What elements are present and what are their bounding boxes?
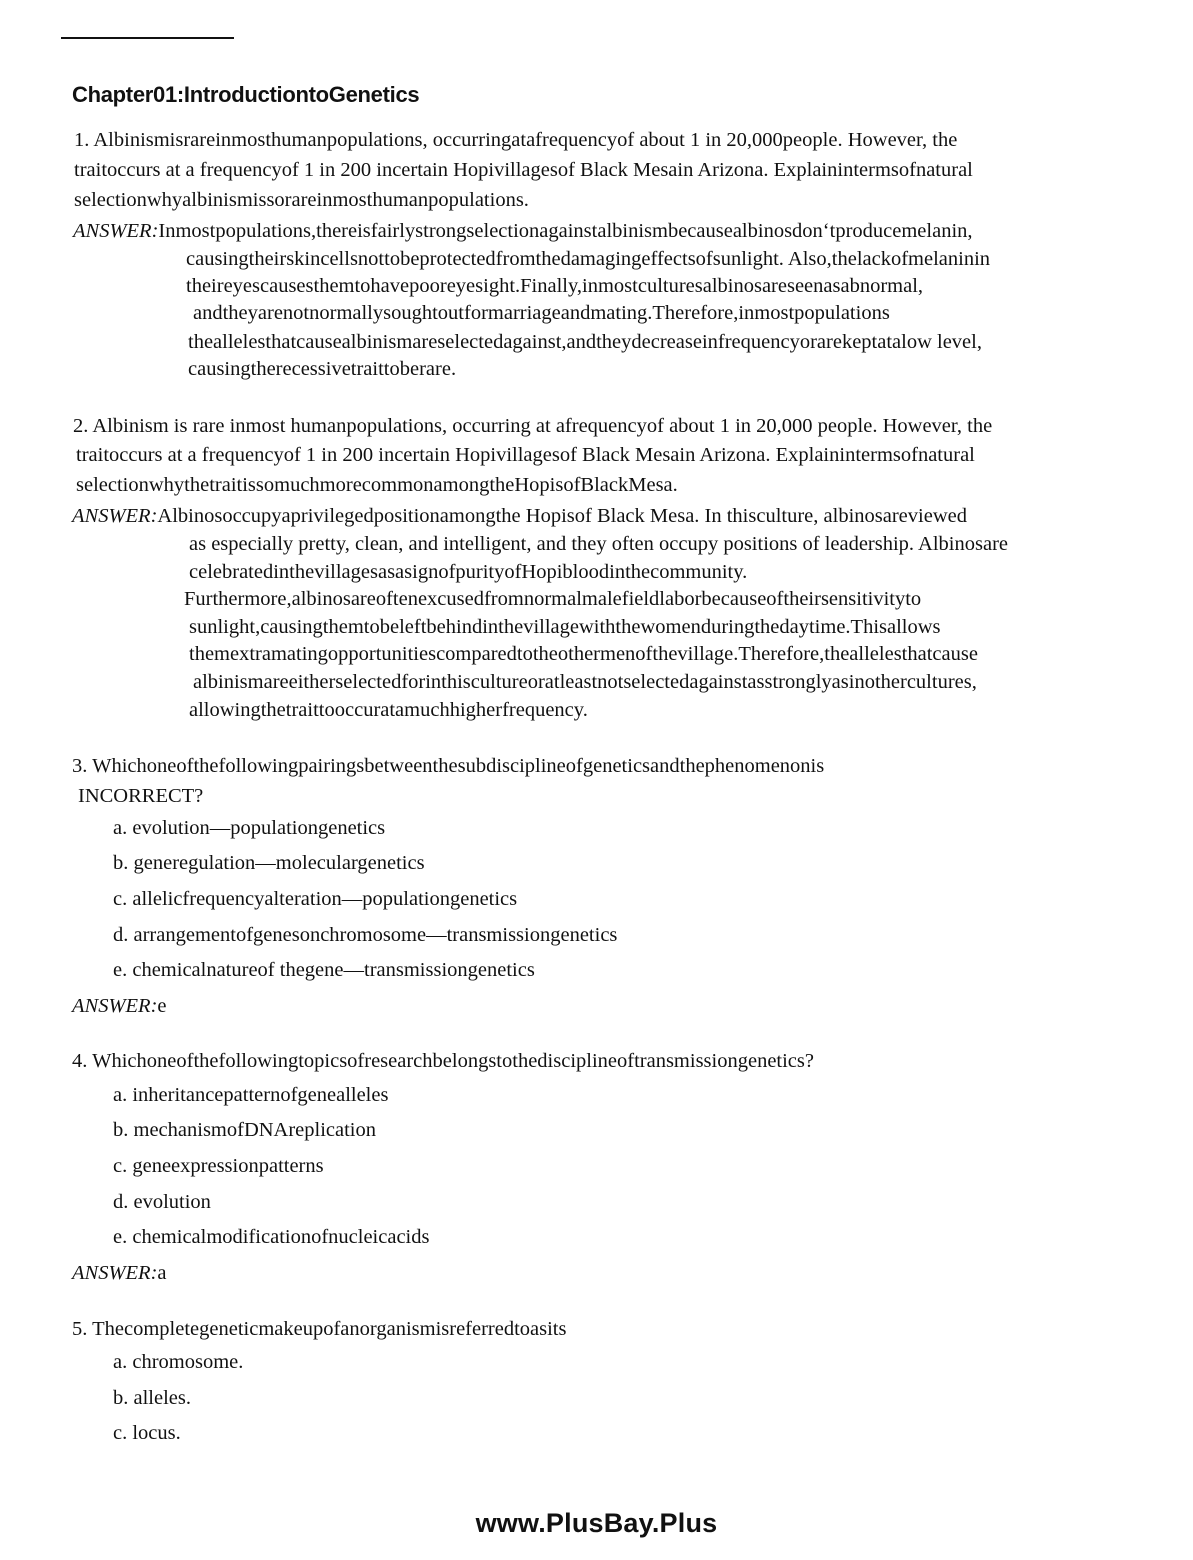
q4-option-c: c. geneexpressionpatterns (113, 1155, 324, 1177)
q1-answer-text: Inmostpopulations,thereisfairlystrongselectionagainstalbinismbecausealbinosdon‘tproducemelanin, (158, 220, 973, 242)
q5-option-a: a. chromosome. (113, 1351, 244, 1373)
footer-watermark: www.PlusBay.Plus (475, 1508, 718, 1538)
q2-line-2: traitoccurs at a frequencyof 1 in 200 incertain Hopivillagesof Black Mesain Arizona. Explainintermsofnatural (76, 444, 975, 466)
q1-answer-line: andtheyarenotnormallysoughtoutformarriageandmating.Therefore,inmostpopulations (193, 302, 890, 324)
q1-answer-line: causingtherecessivetraittoberare. (188, 358, 457, 380)
q5-option-b: b. alleles. (113, 1387, 191, 1409)
q2-answer-line: sunlight,causingthemtobeleftbehindinthevillagewiththewomenduringthedaytime.Thisallows (189, 616, 941, 638)
q1-line-3: selectionwhyalbinismissorareinmosthumanpopulations. (74, 189, 529, 211)
q4-option-b: b. mechanismofDNAreplication (113, 1119, 377, 1141)
q3-option-e: e. chemicalnatureof thegene—transmissiongenetics (113, 959, 535, 981)
q3-option-c: c. allelicfrequencyalteration—populationgenetics (113, 888, 518, 910)
chapter-title: Chapter01:IntroductiontoGenetics (72, 82, 420, 107)
q4-option-a: a. inheritancepatternofgenealleles (113, 1084, 389, 1106)
q3-stem-line-2: INCORRECT? (78, 785, 204, 807)
q5-stem: 5. Thecompletegeneticmakeupofanorganismisreferredtoasits (72, 1318, 567, 1340)
answer-label: ANSWER: (73, 220, 159, 242)
q2-line-1: 2. Albinism is rare inmost humanpopulations, occurring at afrequencyof about 1 in 20,000 people. However, the (73, 415, 993, 437)
q3-option-d: d. arrangementofgenesonchromosome—transmissiongenetics (113, 924, 618, 946)
q1-line-2: traitoccurs at a frequencyof 1 in 200 incertain Hopivillagesof Black Mesain Arizona. Explainintermsofnatural (74, 159, 973, 181)
q2-answer-text: Albinosoccupyaprivilegedpositionamongthe Hopisof Black Mesa. In thisculture, albinosareviewed (157, 505, 967, 527)
q4-option-e: e. chemicalmodificationofnucleicacids (113, 1226, 430, 1248)
q2-answer-first-line (72, 503, 967, 529)
q1-line-1: 1. Albinismisrareinmosthumanpopulations, occurringatafrequencyof about 1 in 20,000people. However, the (74, 129, 958, 151)
q2-answer-line: albinismareeitherselectedforinthiscultureoratleastnotselectedagainstasstronglyasinothercultures, (193, 671, 977, 693)
answer-label: ANSWER: (72, 1262, 158, 1284)
answer-label: ANSWER: (72, 505, 158, 527)
q3-answer (72, 993, 167, 1019)
q2-answer-line: as especially pretty, clean, and intelligent, and they often occupy positions of leadership. Albinosare (189, 533, 1008, 555)
q2-answer-line: celebratedinthevillagesasasignofpurityofHopibloodinthecommunity. (189, 561, 748, 583)
q1-answer-line: theallelesthatcausealbinismareselectedagainst,andtheydecreaseinfrequencyorarekeptatalow level, (188, 331, 982, 353)
q4-option-d: d. evolution (113, 1191, 211, 1213)
q1-answer-first-line (73, 218, 973, 244)
q1-answer-line: theireyescausesthemtohavepooreyesight.Finally,inmostculturesalbinosareseenasabnormal, (186, 275, 924, 297)
q3-stem-line-1: 3. Whichoneofthefollowingpairingsbetweenthesubdisciplineofgeneticsandthephenomenonis (72, 755, 825, 777)
q3-option-a: a. evolution—populationgenetics (113, 817, 386, 839)
q3-option-b: b. generegulation—moleculargenetics (113, 852, 425, 874)
q4-stem: 4. Whichoneofthefollowingtopicsofresearchbelongstothedisciplineoftransmissiongenetics? (72, 1050, 814, 1072)
q4-answer (72, 1260, 167, 1286)
q1-answer-line: causingtheirskincellsnottobeprotectedfromthedamagingeffectsofsunlight. Also,thelackofmelaninin (186, 248, 991, 270)
header-rule (61, 37, 234, 39)
q2-answer-line: Furthermore,albinosareoftenexcusedfromnormalmalefieldlaborbecauseoftheirsensitivityto (184, 588, 922, 610)
answer-label: ANSWER: (72, 995, 158, 1017)
q4-answer-value: a (157, 1262, 167, 1284)
q2-line-3: selectionwhythetraitissomuchmorecommonamongtheHopisofBlackMesa. (76, 474, 678, 496)
q2-answer-line: themextramatingopportunitiescomparedtotheothermenofthevillage.Therefore,theallelesthatcause (189, 643, 978, 665)
q5-option-c: c. locus. (113, 1422, 181, 1444)
q3-answer-value: e (157, 995, 167, 1017)
q2-answer-line: allowingthetraittooccuratamuchhigherfrequency. (189, 699, 588, 721)
